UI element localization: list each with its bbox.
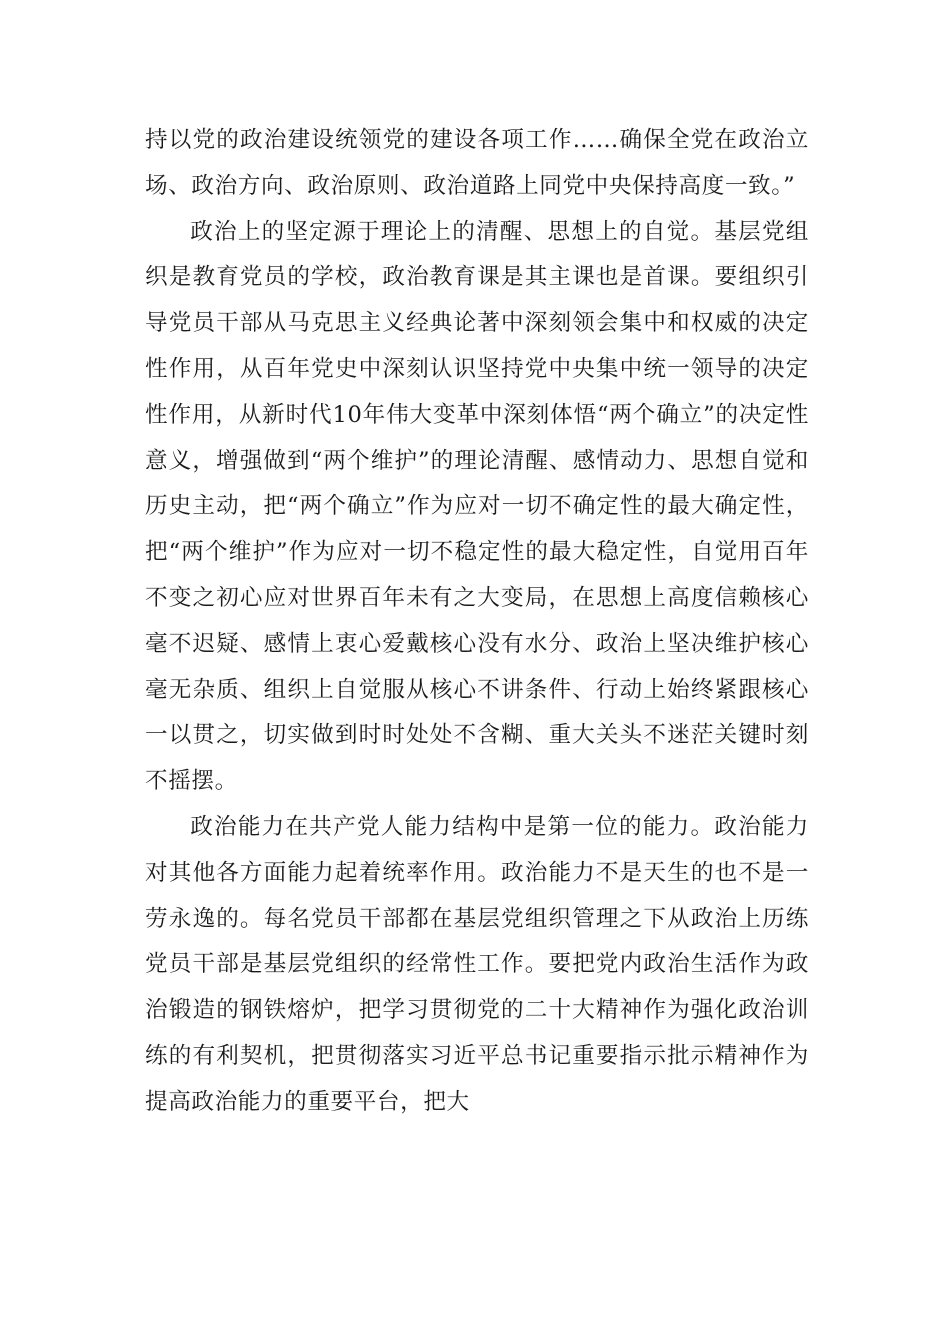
paragraph-continued: 持以党的政治建设统领党的建设各项工作……确保全党在政治立场、政治方向、政治原则、政治道路上同党中央保持高度一致。” xyxy=(145,127,809,199)
document-body xyxy=(145,118,809,1126)
paragraph-political-ability: 政治能力在共产党人能力结构中是第一位的能力。政治能力对其他各方面能力起着统率作用。政治能力不是天生的也不是一劳永逸的。每名党员干部都在基层党组织管理之下从政治上历练党员干部是基层党组织的经常性工作。要把党内政治生活作为政治锻造的钢铁熔炉，把学习贯彻党的二十大精神作为强化政治训练的有利契机，把贯彻落实习近平总书记重要指示批示精神作为提高政治能力的重要平台，把大 xyxy=(145,813,809,1115)
paragraph-political-firmness: 政治上的坚定源于理论上的清醒、思想上的自觉。基层党组织是教育党员的学校，政治教育课是其主课也是首课。要组织引导党员干部从马克思主义经典论著中深刻领会集中和权威的决定性作用，从百年党史中深刻认识坚持党中央集中统一领导的决定性作用，从新时代10年伟大变革中深刻体悟“两个确立”的决定性意义，增强做到“两个维护”的理论清醒、感情动力、思想自觉和历史主动，把“两个确立”作为应对一切不确定性的最大确定性，把“两个维护”作为应对一切不稳定性的最大稳定性，自觉用百年不变之初心应对世界百年未有之大变局，在思想上高度信赖核心毫不迟疑、感情上衷心爱戴核心没有水分、政治上坚决维护核心毫无杂质、组织上自觉服从核心不讲条件、行动上始终紧跟核心一以贯之，切实做到时时处处不含糊、重大关头不迷茫关键时刻不摇摆。 xyxy=(145,218,809,795)
